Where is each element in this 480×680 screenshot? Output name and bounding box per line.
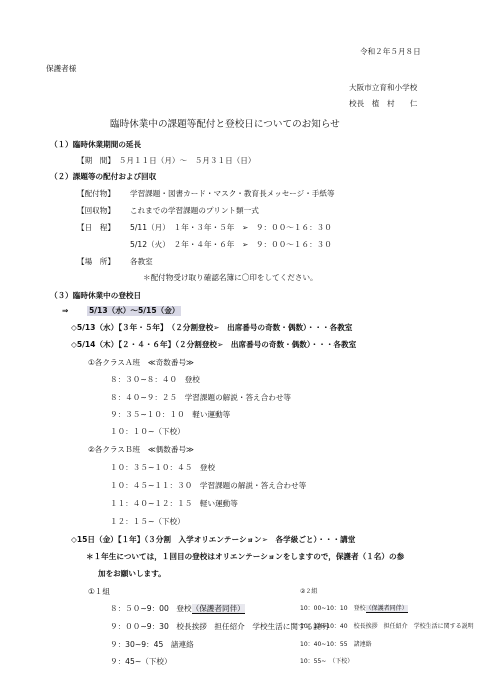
class-b-row: １０：３５~１０：４５ 登校: [110, 463, 216, 472]
class-a-row: ８：４０~９：２５ 学習課題の解説・答え合わせ等: [110, 393, 292, 402]
issue-date: 令和２年５月８日: [360, 47, 421, 56]
class-b-label: ②各クラスＢ班 ≪偶数番号≫: [88, 445, 195, 454]
place-value: 各教室: [130, 257, 153, 266]
document-title: 臨時休業中の課題等配付と登校日についてのお知らせ: [110, 119, 340, 130]
class-b-row: １２：１５~（下校）: [110, 517, 185, 526]
group2-arrival: 10：00~10：10 登校: [300, 605, 366, 612]
group2-label: ②２組: [300, 588, 318, 595]
class-a-row: ８：３０~８：４０ 登校: [110, 375, 200, 384]
class-b-row: １０：４５~１１：３０ 学習課題の解説・答え合わせ等: [110, 481, 307, 490]
collection-items: これまでの学習課題のプリント類一式: [130, 206, 259, 215]
label-schedule: 【日 程】: [77, 223, 115, 232]
class-a-row: １０：１０~（下校）: [110, 427, 185, 436]
recipient: 保護者様: [46, 64, 77, 73]
group1-label: ①１組: [88, 587, 110, 596]
section2-heading: （２）課題等の配付および回収: [50, 172, 157, 181]
first-grade-note-cont: 加をお願いします。: [98, 569, 166, 578]
group1-row: ９：45~（下校）: [110, 657, 172, 666]
group2-row: [300, 604, 408, 614]
principal-name: 校長 植 村 仁: [349, 99, 418, 108]
confirmation-note: ＊配付物受け取り確認名簿に〇印をしてください。: [143, 273, 318, 282]
attendance-range: 5/13（水）～5/15（金）: [89, 306, 180, 315]
group2-row: 10：55~ （下校）: [300, 658, 354, 665]
class-a-label: ①各クラスＡ班 ≪奇数番号≫: [88, 358, 195, 367]
group2-row: 10：10~10：40 校長挨拶 担任紹介 学校生活に関する説明: [300, 623, 474, 630]
section1-heading: （１）臨時休業期間の延長: [50, 140, 142, 149]
label-distribution: 【配付物】: [77, 189, 115, 198]
holiday-period: 【期 間】 ５月１１日（月）～ ５月３１日（日）: [77, 156, 256, 165]
attendance-day-515: ◇15日（金）【１年】（３分割 入学オリエンテーション➢ 各学級ごと）・・・講堂: [71, 535, 356, 544]
attendance-day-514: ◇5/14（木）【２・４・６年】（２分割登校➢ 出席番号の奇数・偶数）・・・各教室: [71, 340, 357, 349]
label-place: 【場 所】: [77, 257, 115, 266]
first-grade-note: ＊１年生については，１回目の登校はオリエンテーションをしますので，保護者（１名）の参: [86, 552, 405, 561]
attendance-day-513: ◇5/13（水）【３年・５年】 （２分割登校➢ 出席番号の奇数・偶数）・・・各教室: [71, 323, 353, 332]
schedule-row: 5/11（月） １年・３年・５年 ➢ ９：００～１６：３０: [130, 223, 332, 232]
arrow-icon: ⇒: [62, 306, 69, 315]
label-collection: 【回収物】: [77, 206, 115, 215]
group1-row: ９：30~9：45 諸連絡: [110, 640, 194, 649]
schedule-row: 5/12（火） ２年・４年・６年 ➢ ９：００～１６：３０: [130, 240, 332, 249]
guardian-accompany-note: （保護者同伴）: [191, 604, 245, 613]
distribution-items: 学習課題・図書カード・マスク・教育長メッセージ・手紙等: [130, 189, 335, 198]
class-a-row: ９：３５~１０：１０ 軽い運動等: [110, 410, 231, 419]
school-name: 大阪市立育和小学校: [349, 83, 418, 92]
class-b-row: １１：４０~１２：１５ 軽い運動等: [110, 499, 238, 508]
group1-arrival: ８：５０~9：00 登校: [110, 604, 192, 613]
group2-row: 10：40~10：55 諸連絡: [300, 641, 372, 648]
guardian-accompany-note: （保護者同伴）: [365, 605, 408, 612]
group1-row: ９：００~9：30 校長挨拶 担任紹介 学校生活に関する説明: [110, 622, 329, 631]
section3-heading: （３）臨時休業中の登校日: [50, 291, 142, 300]
group1-row: [110, 604, 245, 614]
